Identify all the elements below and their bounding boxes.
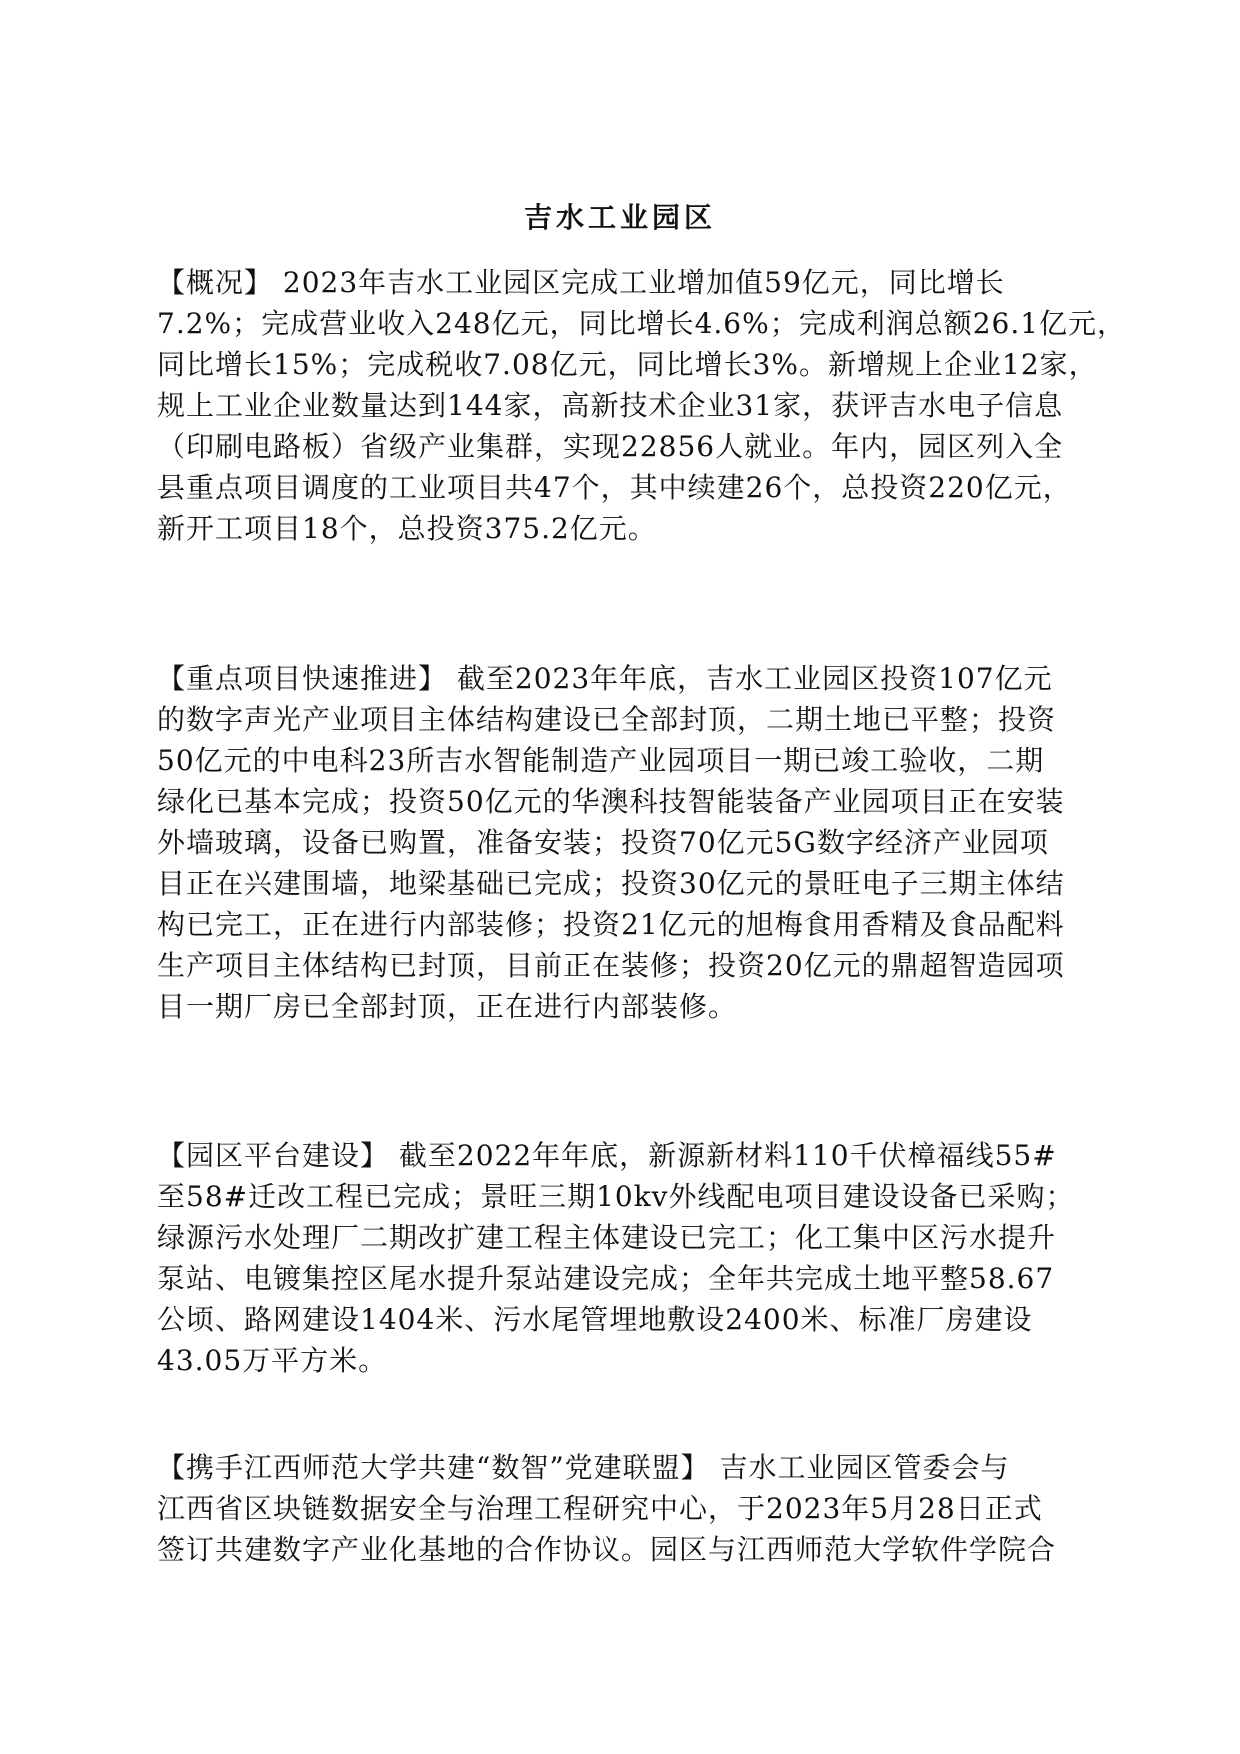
section-platform-construction (157, 1135, 1097, 1381)
paragraph-line: 同比增长15%；完成税收7.08亿元，同比增长3%。新增规上企业12家， (157, 348, 1098, 381)
paragraph-line: 规上工业企业数量达到144家，高新技术企业31家，获评吉水电子信息 (157, 389, 1064, 422)
section-overview (157, 262, 1127, 549)
paragraph-line: 江西省区块链数据安全与治理工程研究中心，于2023年5月28日正式 (157, 1492, 1043, 1525)
paragraph-line: 外墙玻璃，设备已购置，准备安装；投资70亿元5G数字经济产业园项 (157, 826, 1049, 859)
paragraph-line: 的数字声光产业项目主体结构建设已全部封顶，二期土地已平整；投资 (157, 703, 1057, 736)
paragraph-line: 50亿元的中电科23所吉水智能制造产业园项目一期已竣工验收，二期 (157, 744, 1045, 777)
section-key-projects (157, 658, 1097, 1027)
paragraph-line: 新开工项目18个，总投资375.2亿元。 (157, 512, 657, 545)
paragraph-line: 【园区平台建设】 截至2022年年底，新源新材料110千伏樟福线55# (157, 1139, 1057, 1172)
paragraph-line: 【重点项目快速推进】 截至2023年年底，吉水工业园区投资107亿元 (157, 662, 1053, 695)
paragraph-line: 【概况】 2023年吉水工业园区完成工业增加值59亿元，同比增长 (157, 266, 1005, 299)
paragraph-line: 构已完工，正在进行内部装修；投资21亿元的旭梅食用香精及食品配料 (157, 908, 1065, 941)
paragraph-line: 公顷、路网建设1404米、污水尾管埋地敷设2400米、标准厂房建设 (157, 1303, 1033, 1336)
section-alliance (157, 1447, 1097, 1570)
paragraph-line: 绿源污水处理厂二期改扩建工程主体建设已完工；化工集中区污水提升 (157, 1221, 1057, 1254)
paragraph-line: 绿化已基本完成；投资50亿元的华澳科技智能装备产业园项目正在安装 (157, 785, 1065, 818)
paragraph-line: 目正在兴建围墙，地梁基础已完成；投资30亿元的景旺电子三期主体结 (157, 867, 1065, 900)
paragraph-line: 生产项目主体结构已封顶，目前正在装修；投资20亿元的鼎超智造园项 (157, 949, 1065, 982)
paragraph-line: 签订共建数字产业化基地的合作协议。园区与江西师范大学软件学院合 (157, 1533, 1057, 1566)
paragraph-line: （印刷电路板）省级产业集群，实现22856人就业。年内，园区列入全 (157, 430, 1064, 463)
paragraph-line: 43.05万平方米。 (157, 1344, 388, 1377)
paragraph-line: 7.2%；完成营业收入248亿元，同比增长4.6%；完成利润总额26.1亿元， (157, 307, 1127, 340)
paragraph-line: 县重点项目调度的工业项目共47个，其中续建26个，总投资220亿元， (157, 471, 1072, 504)
paragraph-line: 【携手江西师范大学共建“数智”党建联盟】 吉水工业园区管委会与 (157, 1451, 1010, 1484)
page-title: 吉水工业园区 (523, 201, 716, 234)
paragraph-line: 泵站、电镀集控区尾水提升泵站建设完成；全年共完成土地平整58.67 (157, 1262, 1055, 1295)
paragraph-line: 至58#迁改工程已完成；景旺三期10kv外线配电项目建设设备已采购； (157, 1180, 1075, 1213)
paragraph-line: 目一期厂房已全部封顶，正在进行内部装修。 (157, 990, 738, 1023)
